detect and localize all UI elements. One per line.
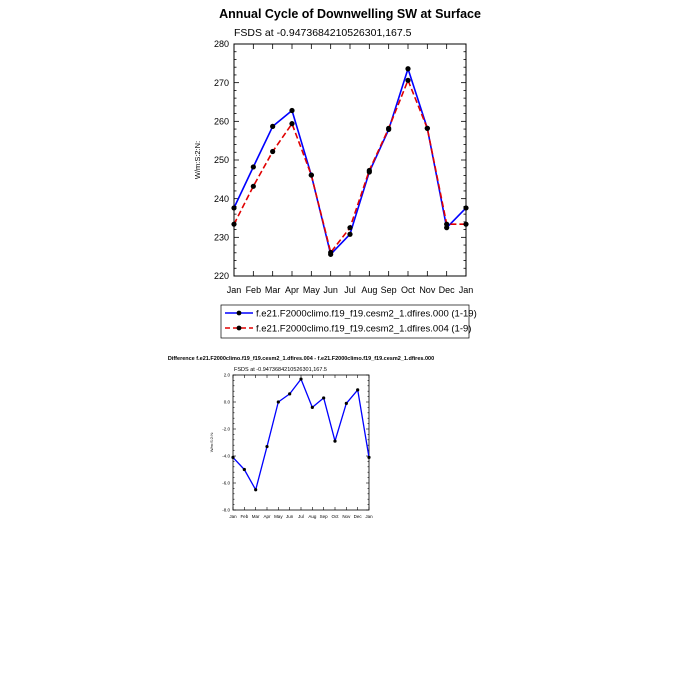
legend-series1-label: f.e21.F2000climo.f19_f19.cesm2_1.dfires.000 (1-19) — [256, 308, 477, 320]
main-series2-point — [289, 121, 294, 126]
diff-series1-point — [356, 388, 359, 391]
diff-xtick-label: Jul — [298, 514, 304, 519]
diff-chart-title: Difference f.e21.F2000climo.f19_f19.cesm2_1.dfires.004 - f.e21.F2000climo.f19_f19.cesm2_1.dfires.000 — [167, 356, 435, 362]
diff-series1-point — [367, 456, 370, 459]
diff-series1-point — [333, 440, 336, 443]
main-ytick-label: 220 — [213, 271, 229, 282]
diff-series1-line — [233, 379, 369, 490]
main-xtick-label: Jun — [323, 285, 338, 295]
diff-ytick-label: -8.0 — [222, 507, 230, 513]
main-series1-point — [347, 232, 352, 237]
main-series1-point — [405, 66, 410, 71]
legend-series2-marker — [237, 326, 242, 331]
main-xtick-label: Sep — [380, 285, 397, 295]
diff-series1-point — [243, 468, 246, 471]
main-series2-point — [463, 222, 468, 227]
diff-xtick-label: May — [274, 514, 283, 519]
legend-series2-label: f.e21.F2000climo.f19_f19.cesm2_1.dfires.004 (1-9) — [256, 323, 472, 335]
main-chart-subtitle: FSDS at -0.9473684210526301,167.5 — [234, 27, 412, 39]
main-ytick-label: 270 — [213, 77, 229, 88]
diff-series1-point — [322, 396, 325, 399]
main-series2-point — [444, 222, 449, 227]
diff-xtick-label: Jan — [365, 514, 373, 519]
diff-series1-point — [277, 400, 280, 403]
main-ytick-label: 260 — [213, 116, 229, 127]
main-ytick-label: 250 — [213, 155, 229, 166]
diff-ytick-label: 2.0 — [223, 372, 230, 378]
diff-xtick-label: Jan — [229, 514, 237, 519]
diff-ytick-label: -6.0 — [222, 480, 230, 486]
diff-xtick-label: Nov — [342, 514, 351, 519]
main-series2-point — [386, 126, 391, 131]
main-series1-point — [251, 164, 256, 169]
diff-ytick-label: -4.0 — [222, 453, 230, 459]
main-series1-point — [463, 205, 468, 210]
main-series2-point — [251, 184, 256, 189]
main-plot-area — [214, 39, 473, 295]
diff-xtick-label: Mar — [251, 514, 260, 519]
diff-series1-point — [311, 406, 314, 409]
main-xtick-label: Nov — [419, 285, 436, 295]
main-series2-point — [270, 149, 275, 154]
diff-chart-ylabel: W/m:S:2:N: — [209, 431, 214, 453]
diff-series1-point — [231, 456, 234, 459]
main-series2-point — [425, 126, 430, 131]
diff-series1-point — [254, 488, 257, 491]
main-chart-title: Annual Cycle of Downwelling SW at Surface — [219, 7, 481, 21]
main-series2-point — [231, 222, 236, 227]
diff-plot-area — [222, 373, 373, 519]
main-series2-point — [309, 172, 314, 177]
main-series1-point — [231, 205, 236, 210]
main-xtick-label: Jul — [344, 285, 356, 295]
legend — [221, 305, 477, 338]
main-xtick-label: Mar — [264, 285, 281, 295]
main-series2-point — [328, 250, 333, 255]
main-xtick-label: Jan — [226, 285, 242, 295]
main-series2-point — [347, 225, 352, 230]
main-ytick-label: 230 — [213, 232, 229, 243]
diff-series1-point — [265, 445, 268, 448]
diff-chart-subtitle: FSDS at -0.9473684210526301,167.5 — [234, 367, 327, 373]
diff-xtick-label: Dec — [353, 514, 362, 519]
main-xtick-label: May — [302, 285, 320, 295]
legend-series1-marker — [237, 311, 242, 316]
diff-xtick-label: Feb — [240, 514, 249, 519]
main-xtick-label: Apr — [284, 285, 300, 295]
diff-series1-point — [345, 402, 348, 405]
diff-xtick-label: Sep — [319, 514, 328, 519]
diff-frame — [233, 375, 369, 510]
main-ytick-label: 280 — [213, 39, 229, 50]
main-series2-point — [367, 168, 372, 173]
main-xtick-label: Dec — [438, 285, 455, 295]
main-xtick-label: Oct — [400, 285, 416, 295]
diff-ytick-label: -2.0 — [222, 426, 230, 432]
main-series1-point — [270, 124, 275, 129]
diff-series1-point — [299, 377, 302, 380]
main-xtick-label: Jan — [458, 285, 474, 295]
diff-xtick-label: Apr — [263, 514, 271, 519]
diff-series1-point — [288, 392, 291, 395]
main-ytick-label: 240 — [213, 193, 229, 204]
diff-xtick-label: Jun — [286, 514, 294, 519]
diff-xtick-label: Aug — [308, 514, 317, 519]
main-series2-point — [405, 78, 410, 83]
main-series1-point — [289, 108, 294, 113]
diff-ytick-label: 0.0 — [223, 399, 230, 405]
main-xtick-label: Aug — [361, 285, 378, 295]
diff-xtick-label: Oct — [331, 514, 339, 519]
main-xtick-label: Feb — [245, 285, 262, 295]
main-chart-ylabel: W/m:S:2:N: — [193, 140, 202, 180]
